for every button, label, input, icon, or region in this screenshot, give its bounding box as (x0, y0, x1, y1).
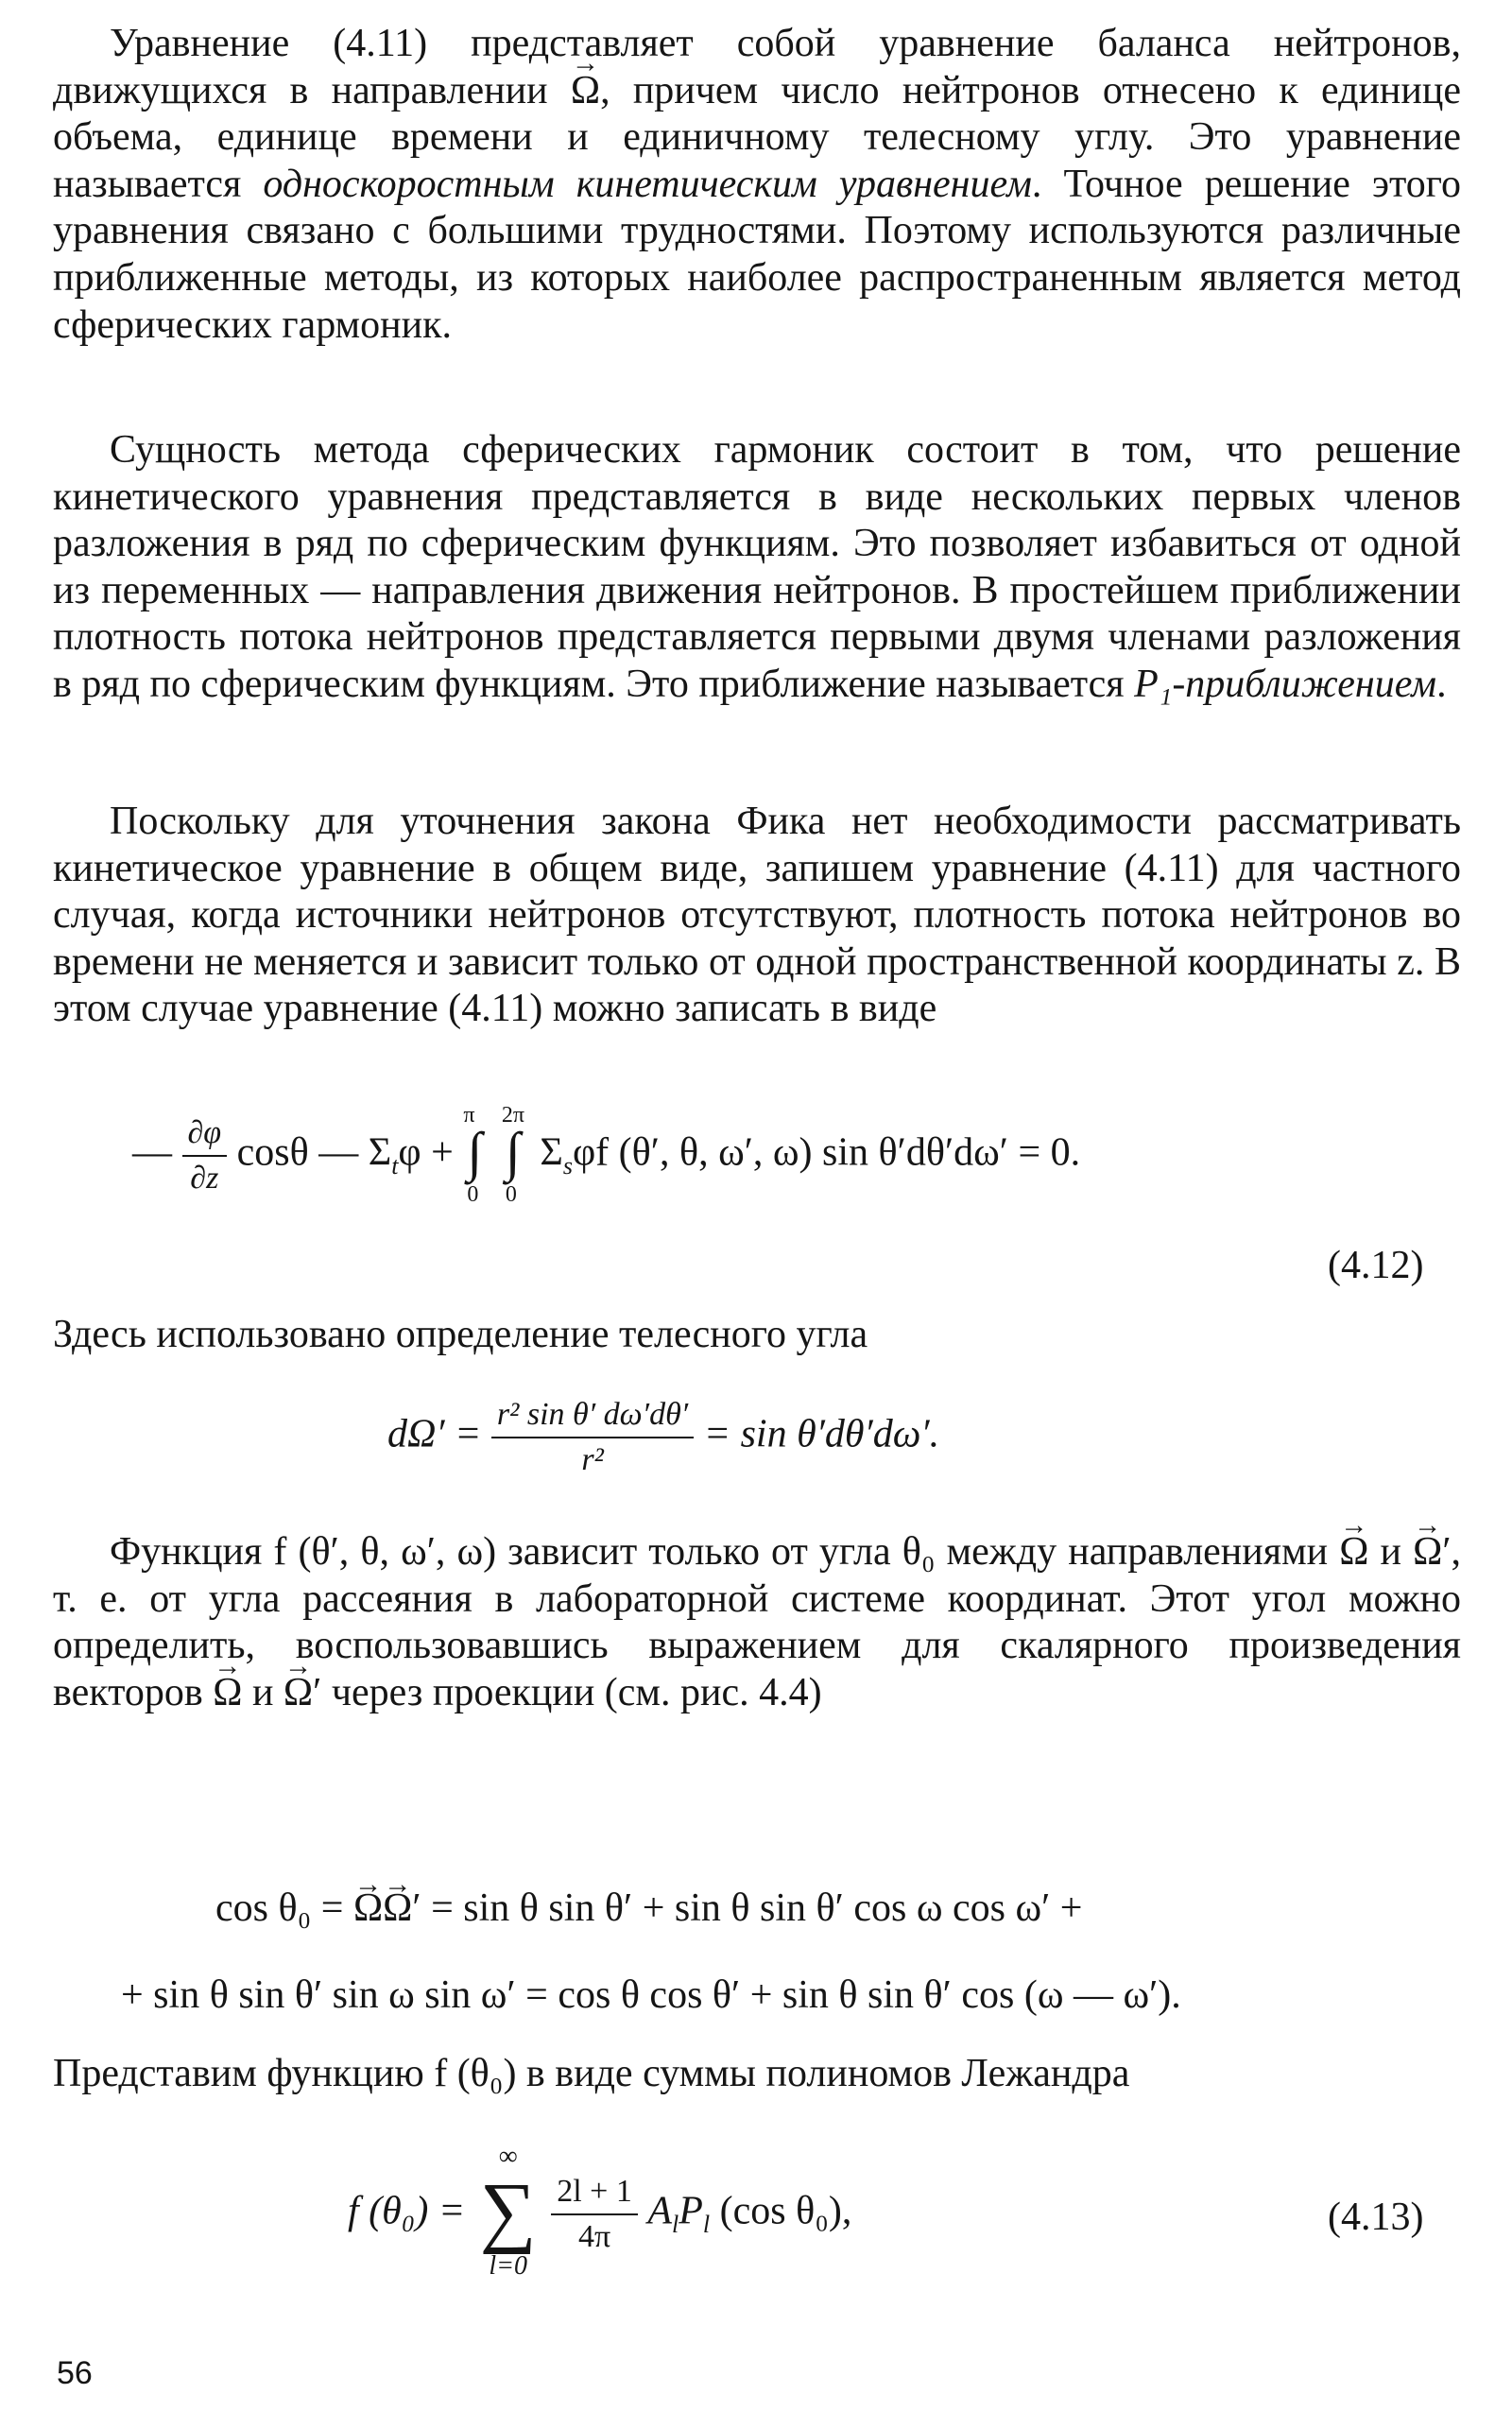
page-number: 56 (57, 2355, 93, 2391)
omega-prime-vector: → Ω (1413, 1529, 1442, 1576)
paragraph-solid-angle: Здесь использовано определение телесного угла (53, 1313, 868, 1356)
equation-cos-theta0-line1: cos θ₀ = → Ω→ Ω′ = sin θ sin θ′ + sin θ sin θ′ cos ω cos ω′ + (215, 1888, 1082, 1928)
integral-theta: π ∫ 0 (463, 1103, 483, 1207)
omega-vector: → Ω (1339, 1529, 1368, 1576)
fraction-legendre-coeff: $\frac{2l + 1}{4\pi}$ (551, 2176, 638, 2253)
fraction-solid-angle: $\frac{\text{r² sin θ′ dω′dθ′}}{\text{r²}}$ (491, 1399, 694, 1476)
omega-vector: → Ω (213, 1670, 242, 1717)
omega-prime-vector: → Ω (383, 1888, 412, 1928)
paragraph-legendre: Представим функцию f (θ₀) в виде суммы полиномов Лежандра (53, 2052, 1130, 2095)
paragraph-kinetic-equation: Уравнение (4.11) представляет собой уравнение баланса нейтронов, движущихся в направлении → Ω, причем число нейтронов отнесено к единице объема, единице времени и единичному телесному углу. Это уравнение называется односкоростным кинетическим уравнением. Точное решение этого уравнения связано с большими трудностями. Поэтому используются различные приближенные методы, из которых наиболее распространенным является метод сферических гармоник. (53, 21, 1461, 349)
equation-number-4-12: (4.12) (1328, 1244, 1424, 1287)
paragraph-scattering-angle: Функция f (θ′, θ, ω′, ω) зависит только от угла θ₀ между направлениями → Ω и → Ω′, т. е. от угла рассеяния в лабораторной системе координат. Этот угол можно определить, воспользовавшись выражением для скалярного произведения векторов → Ω и → Ω′ через проекции (см. рис. 4.4) (53, 1529, 1461, 1716)
summation: ∞ ∑ l=0 (479, 2142, 537, 2281)
omega-vector: → Ω (353, 1888, 383, 1928)
term-p1-approximation: P₁-приближением (1134, 662, 1437, 706)
equation-number-4-13: (4.13) (1328, 2196, 1424, 2239)
omega-vector: → Ω (571, 68, 600, 115)
omega-prime-vector: → Ω (284, 1670, 313, 1717)
equation-solid-angle: dΩ′ = $\frac{\text{r² sin θ′ dω′dθ′}}{\text{r²}}$ = sin θ′dθ′dω′. (387, 1397, 940, 1477)
equation-4-12: — $\frac{\partial\varphi}{\partial z}$ cosθ — $\Sigma_t\varphi$ + π ∫ 0 2π ∫ 0 $\Sigma_s\varphi f$ (θ′, θ, ω′, ω) sin θ′dθ′dω′ = 0. (132, 1103, 1081, 1207)
term-one-speed-kinetic-equation: односкоростным кинетическим уравнением (263, 162, 1032, 206)
integral-omega: 2π ∫ 0 (501, 1103, 524, 1207)
equation-cos-theta0-line2: + sin θ sin θ′ sin ω sin ω′ = cos θ cos θ′ + sin θ sin θ′ cos (ω — ω′). (121, 1973, 1181, 2017)
fraction-dphi-dz: $\frac{\partial\varphi}{\partial z}$ (182, 1117, 228, 1195)
paragraph-fick-law: Поскольку для уточнения закона Фика нет необходимости рассматривать кинетическое уравнение в общем виде, запишем уравнение (4.11) для частного случая, когда источники нейтронов отсутствуют, плотность потока нейтронов во времени не меняется и зависит только от одной пространственной координаты z. В этом случае уравнение (4.11) можно записать в виде (53, 800, 1461, 1031)
equation-4-13: f (θ₀) = ∞ ∑ l=0 $\frac{2l + 1}{4\pi}$ $A_lP_l$ (cos θ₀), (348, 2144, 851, 2285)
paragraph-spherical-harmonics: Сущность метода сферических гармоник состоит в том, что решение кинетического уравнения представляется в виде нескольких первых членов разложения в ряд по сферическим функциям. Это позволяет избавиться от одной из переменных — направления движения нейтронов. В простейшем приближении плотность потока нейтронов представляется первыми двумя членами разложения в ряд по сферическим функциям. Это приближение называется P₁-приближением. (53, 428, 1461, 706)
